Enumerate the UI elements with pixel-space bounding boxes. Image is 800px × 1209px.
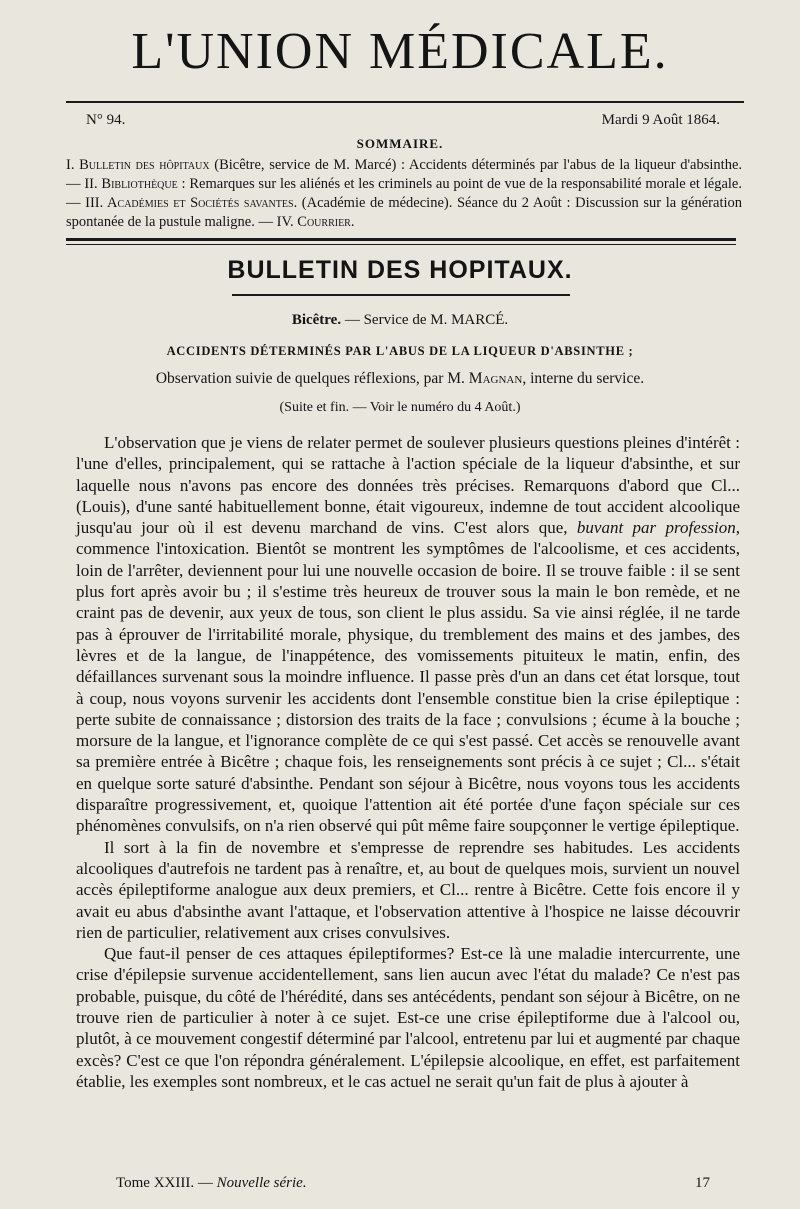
- observation-tail: , interne du service.: [522, 370, 645, 387]
- paragraph-1: [76, 432, 740, 837]
- section-divider-top: [66, 238, 736, 241]
- paragraph-1-end: , commence l'intoxication. Bientôt se montrent les symptômes de l'alcoolisme, et ces accidents, loin de l'arrêter, deviennent pour lui une nouvelle occasion de boire. Il se trouve faible : il se sent plus fort après avoir bu ; il s'estime très heureux de trouver sous la main le bon remède, et ne craint pas de devenir, aux yeux de tous, son client le plus assidu. Sa vie ainsi réglée, il ne tarde pas à éprouver de l'irritabilité morale, physique, du tremblement des mains et des jambes, des lèvres et de la langue, de l'inappétence, des vomissements pituiteux le matin, enfin, des défaillances survenant sous la moindre influence. Il passe près d'un an dans cet état lorsque, tout à coup, nous voyons survenir les accidents dont l'ensemble constitue bien la crise épileptique : perte subite de connaissance ; distorsion des traits de la face ; convulsions ; écume à la bouche ; morsure de la langue, et l'ignorance complète de ce qui s'est passé. Cet accès se renouvelle avant sa première entrée à Bicêtre ; chaque fois, les renseignements sont précis à ce sujet ; Cl... s'était en quelque sorte saturé d'absinthe. Pendant son séjour à Bicêtre, nous voyons tous les accidents disparaître progressivement, et, quoique l'attention ait été portée d'une façon spéciale sur ces phénomènes convulsifs, on n'a rien observé qui pût même faire soupçonner le vertige épileptique.: [76, 518, 740, 836]
- observation-line: [0, 370, 800, 388]
- paragraph-3: Que faut-il penser de ces attaques épileptiformes? Est-ce là une maladie intercurrente, une crise d'épilepsie survenue accidentellement, sans lien aucun avec l'état du malade? Ce n'est pas probable, puisque, du côté de l'hérédité, dans ses antécédents, pendant son séjour à Bicêtre, on ne trouve rien de particulier à noter à ce sujet. Est-ce une crise épileptiforme due à l'alcool ou, plutôt, à ce mouvement congestif déterminé par l'alcool, entretenu par lui et augmenté par chaque excès? C'est ce que l'on répondra généralement. L'épilepsie alcoolique, en effet, est parfaitement établie, les exemples sont nombreux, et le cas actuel ne serait qu'un fait de plus à ajouter à: [76, 944, 740, 1091]
- observation-text: Observation suivie de quelques réflexions, par M.: [155, 370, 469, 387]
- summary-block: [66, 156, 742, 232]
- issue-date: Mardi 9 Août 1864.: [601, 112, 720, 128]
- page-number: 17: [695, 1175, 710, 1191]
- summary-item-2-label: II. Bibliothèque: [84, 176, 178, 192]
- service-line: [0, 312, 800, 329]
- service-text: — Service de M. MARCÉ.: [341, 312, 509, 328]
- paragraph-1-start: L'observation que je viens de relater permet de soulever plusieurs questions pleines d'intérêt : l'une d'elles, principalement, qui se rattache à l'action spéciale de la liqueur d'absinthe, et sur laquelle nous n'avons pas encore des données très précises. Remarquons d'abord que Cl... (Louis), d'une santé habituellement bonne, était vigoureux, indemne de tout accident alcoolique jusqu'au jour où il est devenu marchand de vins. C'est alors que,: [76, 433, 740, 538]
- issue-number: N° 94.: [86, 112, 126, 128]
- paragraph-1-emphasis: buvant par profession: [576, 518, 736, 538]
- footer-volume: [116, 1175, 307, 1192]
- summary-item-3-label: III. Académies et Sociétés savantes: [85, 195, 294, 211]
- summary-item-1-text: (Bicêtre, service de M. Marcé) : Accidents déterminés par l'abus de la liqueur d'absinthe. —: [66, 157, 743, 192]
- section-title-underline: [232, 294, 570, 296]
- service-place: Bicêtre.: [291, 312, 342, 328]
- continuation-note: (Suite et fin. — Voir le numéro du 4 Août.): [279, 400, 521, 415]
- masthead-title: L'UNION MÉDICALE.: [131, 23, 669, 80]
- summary-item-1-label: I. Bulletin des hôpitaux: [66, 157, 210, 173]
- paragraph-2: Il sort à la fin de novembre et s'empresse de reprendre ses habitudes. Les accidents alcooliques d'autrefois ne tardent pas à renaître, et, au bout de quelques mois, survient un nouvel accès épileptiforme analogue aux deux premiers, et Cl... rentre à Bicêtre. Cette fois encore il y avait eu abus d'absinthe avant l'attaque, et l'observation attentive à l'hospice ne laisse découvrir rien de particulier, relativement aux crises convulsives.: [76, 837, 740, 942]
- footer-series: Nouvelle série.: [216, 1175, 307, 1191]
- summary-item-4-text: .: [350, 214, 355, 230]
- article-headline: ACCIDENTS DÉTERMINÉS PAR L'ABUS DE LA LIQUEUR D'ABSINTHE ;: [166, 344, 634, 358]
- section-divider-bottom: [66, 244, 736, 245]
- summary-item-3-text: . (Académie de médecine). Séance du 2 Août : Discussion sur la génération spontanée de la pustule maligne. —: [66, 195, 743, 230]
- article-body: [76, 432, 740, 1092]
- observation-author: Magnan: [468, 370, 523, 387]
- masthead-rule: [66, 101, 744, 103]
- summary-heading: SOMMAIRE.: [356, 136, 444, 151]
- section-title: BULLETIN DES HOPITAUX.: [227, 256, 573, 284]
- footer-volume-text: Tome XXIII. —: [116, 1175, 217, 1191]
- summary-item-2-text: : Remarques sur les aliénés et les criminels au point de vue de la responsabilité morale et légale. —: [66, 176, 742, 211]
- summary-item-4-label: IV. Courrier: [276, 214, 351, 230]
